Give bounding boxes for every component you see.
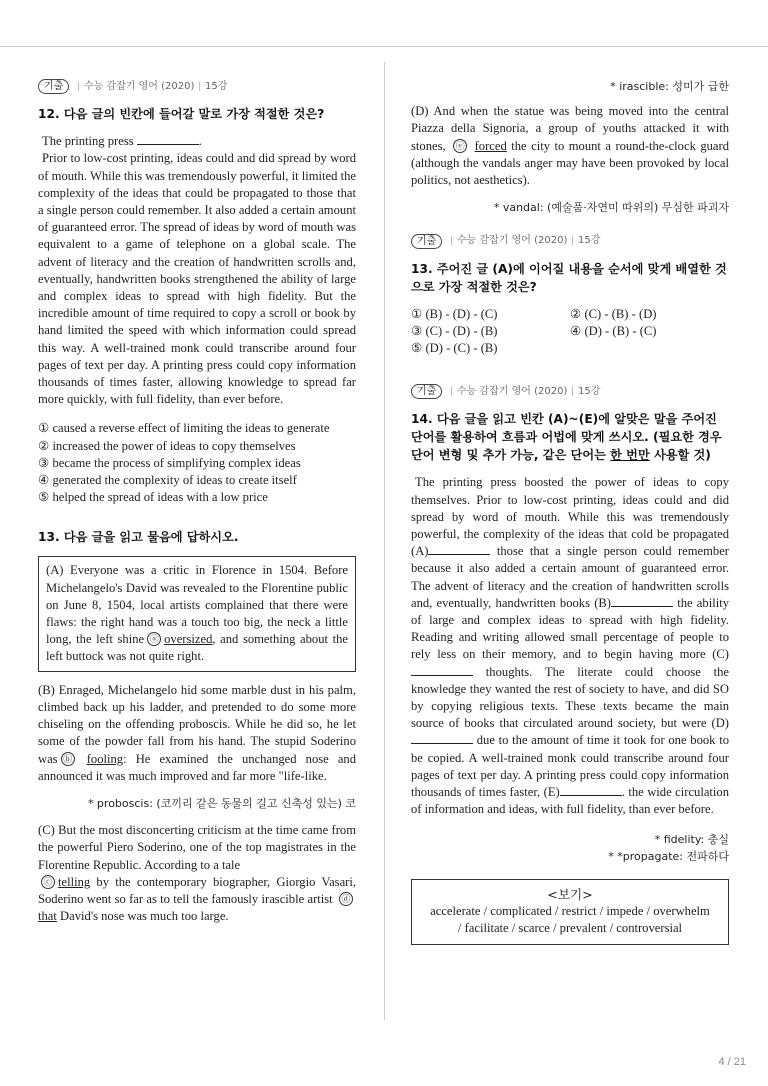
blank-c[interactable] [411, 664, 473, 676]
q12-first-line: The printing press . [42, 134, 202, 149]
word-bank-line-1: accelerate / complicated / restrict / impede / overwhelm [430, 904, 710, 919]
q12-option-3[interactable]: ③ became the process of simplifying complex ideas [38, 455, 301, 470]
q12-title: 12. 다음 글의 빈칸에 들어갈 말로 가장 적절한 것은? [38, 107, 325, 122]
q14-title-emphasis: 한 번만 [610, 448, 650, 463]
lesson-label: 15강 [577, 235, 601, 247]
passage-a: (A) Everyone was a critic in Florence in 1504. Before Michelangelo's David was revealed to the Florentine public on June 8, 1504, local artists complained that there were flaws: the right hand was a touch too big, the neck a little long, the left shine ⓐ oversized, and something about the left buttock was not quite right. [46, 563, 349, 664]
q12-option-2[interactable]: ② increased the power of ideas to copy themselves [38, 438, 296, 453]
q13-option-5[interactable]: ⑤ (D) - (C) - (B) [411, 341, 498, 356]
q14-title: 14. 다음 글을 읽고 빈칸 (A)~(E)에 알맞은 말을 주어진 단어를 활용하여 흐름과 어법에 맞게 쓰시오. (필요한 경우 단어 변형 및 추가 가능, 같은 단어는 한 번만 사용할 것) [411, 412, 722, 463]
q12-option-5[interactable]: ⑤ helped the spread of ideas with a low price [38, 490, 268, 505]
source-label: 수능 감잡기 영어 (2020) [456, 235, 568, 247]
q14-passage: The printing press boosted the power of ideas to copy themselves. Prior to low-cost printing, ideas could and did spread by word of mouth. While this was tremendously powerful, the complexity of the ideas that cold be propagated (A) those that a single person could remember because it also added a certain amount of guaranteed error. The advent of literacy and the creation of handwritten scrolls and, eventually, handwritten books (B) the ability of large and complex ideas to spread with high fidelity. Reading and writing allowed small percentage of people to rely less on their memory, and to begin having more (C) thoughts. The literate could choose the knowledge they wanted the rest of society to have, and did SO by copying religious texts. These texts became the main source of books that circulated around society, but were (D) due to the amount of time it took for one book to be copied. A well-trained monk could transcribe around four pages of text per day. A printing press could copy information thousands of times faster, (E) . the wide circulation of information and ideas, with full fidelity, than ever before. [411, 475, 730, 817]
passage-d: (D) And when the statue was being moved into the central Piazza della Signoria, a group of youths attacked it with stones, ⓔ forced the city to mount a round-the-clock guard (although the vandals anger may have been provoked by local politics, not aesthetics). [411, 104, 730, 188]
word-bank-box [411, 879, 729, 945]
q12-blank [137, 133, 199, 145]
q12-option-1[interactable]: ① caused a reverse effect of limiting the ideas to generate [38, 421, 330, 436]
passage-b: (B) Enraged, Michelangelo hid some marble dust in his palm, climbed back up his ladder, and pretended to do some more chiseling on the offending proboscis. While he did so, he let some of the powder fall from his hand. The stupid Soderino was ⓑ fooling: He examined the unchanged nose and announced it was much improved and far more "life-like. [38, 682, 357, 783]
blank-e[interactable] [560, 784, 622, 796]
source-line-q14: 기출 | 수능 감잡기 영어 (2020) | 15강 [411, 383, 729, 400]
q13-option-4[interactable]: ④ (D) - (B) - (C) [570, 323, 657, 338]
marker-e: ⓔ [453, 139, 467, 153]
lesson-label: 15강 [204, 81, 228, 92]
left-column [38, 78, 356, 925]
q13-option-2[interactable]: ② (C) - (B) - (D) [570, 306, 657, 321]
tag-badge: 기출 [411, 234, 442, 249]
marker-d: ⓓ [339, 892, 353, 906]
marker-b: ⓑ [61, 752, 75, 766]
passage-c: (C) But the most disconcerting criticism at the time came from the powerful Piero Soderino, one of the top magistrates in the Florentine Republic. According to a tale ⓒ telling by the contemporary biographer, Giorgio Vasari, Soderino went so far as to tell the famously irascible artist ⓓthat David's nose was much too large. [38, 823, 356, 924]
blank-b[interactable] [611, 595, 673, 607]
word-bank-line-2: / facilitate / scarce / prevalent / controversial [457, 921, 683, 936]
blank-a[interactable] [428, 543, 490, 555]
underline-a: oversized [164, 632, 213, 647]
source-label: 수능 감잡기 영어 (2020) [456, 386, 568, 398]
underline-c: telling [58, 874, 91, 889]
page-number: 4 / 21 [718, 1056, 746, 1068]
note-proboscis: * proboscis: (코끼리 같은 동물의 길고 신축성 있는) 코 [87, 796, 356, 810]
tag-badge: 기출 [411, 384, 442, 399]
underline-b: fooling [86, 751, 124, 766]
lesson-label: 15강 [577, 386, 601, 398]
marker-a: ⓐ [147, 632, 161, 646]
q13-options [411, 306, 729, 358]
q13-title: 13. 주어진 글 (A)에 이어질 내용을 순서에 맞게 배열한 것으로 가장 적절한 것은? [411, 261, 727, 294]
word-bank-title: <보기> [547, 886, 593, 902]
right-column [411, 78, 729, 945]
marker-c: ⓒ [41, 875, 55, 889]
column-divider [384, 62, 385, 1020]
passage-a-box [38, 556, 356, 671]
tag-badge: 기출 [38, 79, 69, 94]
note-fidelity: * fidelity: 충실 [654, 832, 729, 846]
note-propagate: * *propagate: 전파하다 [608, 849, 729, 863]
q12-option-4[interactable]: ④ generated the complexity of ideas to create itself [38, 473, 297, 488]
q13-option-3[interactable]: ③ (C) - (D) - (B) [411, 323, 498, 338]
q13-passage-title: 13. 다음 글을 읽고 물음에 답하시오. [38, 530, 239, 545]
source-line-q13: 기출 | 수능 감잡기 영어 (2020) | 15강 [411, 232, 729, 249]
blank-d[interactable] [411, 732, 473, 744]
underline-d: that [38, 909, 57, 924]
q12-passage: Prior to low-cost printing, ideas could and did spread by word of mouth. While this was tremendously powerful, it limited the complexity of the ideas that could be propagated to those that a single person could remember. It also added a certain amount of guaranteed error. The spread of ideas by word of mouth was equivalent to a game of telephone on a global scale. The advent of literacy and the creation of handwritten scrolls and, eventually, handwritten books strengthened the ability of large and complex ideas to spread with high fidelity. But the incredible amount of time required to copy a scroll or book by hand limited the speed with which information could spread this way. A well-trained monk could transcribe around four pages of text per day. A printing press could copy information thousands of times faster, allowing knowledge to spread far more quickly, with full fidelity, than ever before. [38, 151, 356, 407]
source-label: 수능 감잡기 영어 (2020) [83, 81, 195, 92]
source-line-q12: 기출 | 수능 감잡기 영어 (2020) | 15강 [38, 78, 356, 95]
underline-e: forced [474, 138, 507, 153]
note-irascible: * irascible: 성미가 급한 [610, 80, 729, 93]
q12-options [38, 420, 356, 506]
top-rule [0, 46, 768, 47]
note-vandal: * vandal: (예술품·자연미 따위의) 무심한 파괴자 [493, 201, 729, 215]
q13-option-1[interactable]: ① (B) - (D) - (C) [411, 306, 498, 321]
